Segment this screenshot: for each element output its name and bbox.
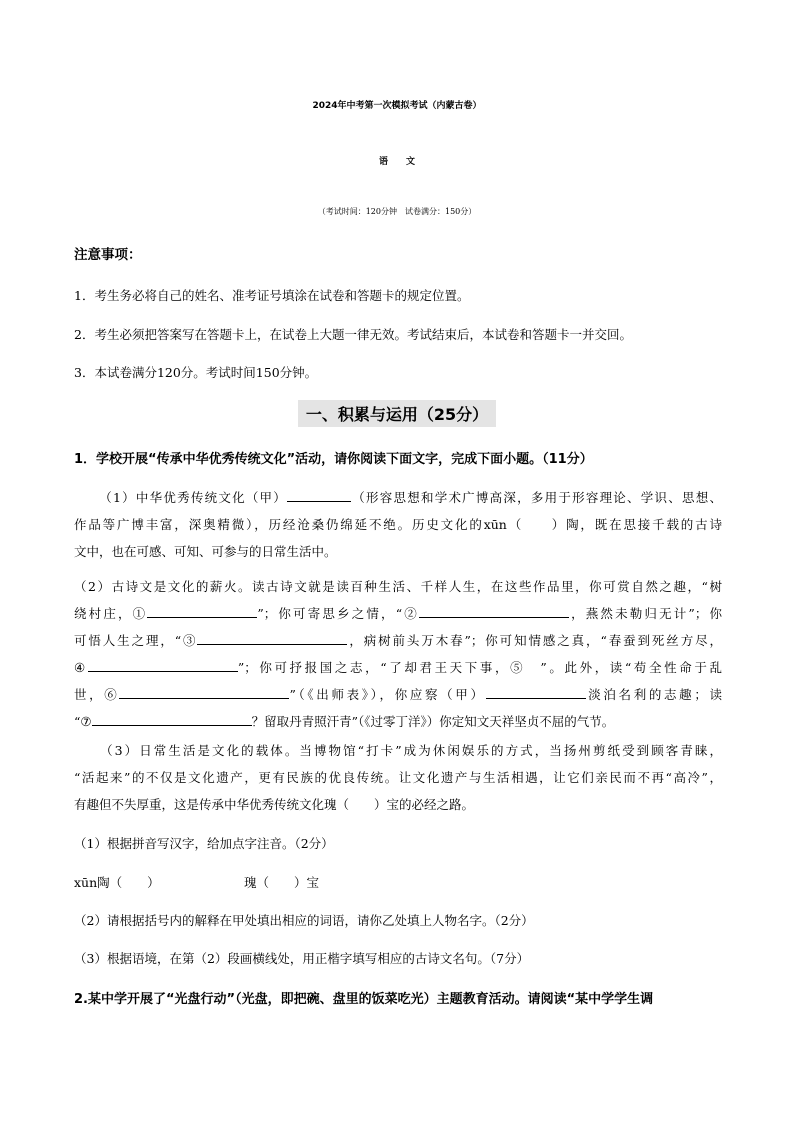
exam-time-info: （考试时间：120分钟 试卷满分：150分） <box>317 207 477 216</box>
notice-item-1: 1．考生务必将自己的姓名、准考证号填涂在试卷和答题卡的规定位置。 <box>74 288 470 303</box>
sub-question-2: （2）请根据括号内的解释在甲处填出相应的词语，请你乙处填上人物名字。（2分） <box>74 913 534 928</box>
fill-blank-7 <box>92 711 252 726</box>
question-1-paragraph-3 <box>74 737 722 818</box>
notice-item-3: 3．本试卷满分120分。考试时间150分钟。 <box>74 365 318 380</box>
sub-question-1-item-a: xūn陶（ ） <box>74 875 160 890</box>
paragraph-line: “活起来”的不仅是文化遗产，更有民族的优良传统。让文化遗产与生活相遇，让它们亲民而不再“高冷”， <box>74 770 722 785</box>
question-1-paragraph-1 <box>74 484 722 565</box>
paragraph-line: “⑦ ？留取丹青照汗青”（《过零丁洋》）你定知文天祥坚贞不屈的气节。 <box>74 708 722 735</box>
notice-heading: 注意事项： <box>74 247 142 263</box>
paragraph-line: 作品等广博丰富，深奥精微），历经沧桑仍绵延不绝。历史文化的xūn（ ）陶，既在思接千载的古诗 <box>74 517 722 532</box>
paragraph-line: ④ ”；你可抒报国之志，“了却君王天下事，⑤ ”。此外，读“苟全性命于乱 <box>74 654 722 681</box>
sub-question-1-item-b: 瑰（ ）宝 <box>244 875 320 890</box>
paragraph-line: （2）古诗文是文化的薪火。读古诗文就是读百种生活、千样人生，在这些作品里，你可赏自然之趣，“树 <box>74 579 722 594</box>
fill-blank-jia <box>287 487 351 502</box>
sub-question-3: （3）根据语境，在第（2）段画横线处，用正楷字填写相应的古诗文名句。（7分） <box>74 951 530 966</box>
exam-title: 2024年中考第一次模拟考试（内蒙古卷） <box>312 101 482 111</box>
section-heading-wrap <box>0 400 794 427</box>
question-1-heading: 1．学校开展“传承中华优秀传统文化”活动，请你阅读下面文字，完成下面小题。（11分） <box>74 452 593 467</box>
sub-question-1: （1）根据拼音写汉字，给加点字注音。（2分） <box>74 836 334 851</box>
fill-blank-1 <box>147 603 257 618</box>
paragraph-line: 可悟人生之理，“③ ，病树前头万木春”；你可知情感之真，“春蚕到死丝方尽， <box>74 627 722 654</box>
question-1-paragraph-2 <box>74 573 722 735</box>
section-heading: 一、积累与运用（25分） <box>298 400 496 427</box>
paragraph-line: （1）中华优秀传统文化（甲） （形容思想和学术广博高深，多用于形容理论、学识、思想、 <box>74 484 722 511</box>
fill-blank-4 <box>88 657 238 672</box>
fill-blank-2 <box>419 603 569 618</box>
paragraph-line: 世，⑥ ”（《出师表》），你应察（甲） 淡泊名利的志趣；读 <box>74 681 722 708</box>
fill-blank-3 <box>197 630 347 645</box>
notice-item-2: 2．考生必须把答案写在答题卡上，在试卷上大题一律无效。考试结束后，本试卷和答题卡一并交回。 <box>74 327 632 342</box>
paragraph-line: （3）日常生活是文化的载体。当博物馆“打卡”成为休闲娱乐的方式，当扬州剪纸受到顾客青睐， <box>98 743 722 758</box>
fill-blank-6 <box>119 684 289 699</box>
subject-title: 语文 <box>378 157 433 167</box>
paragraph-line: 有趣但不失厚重，这是传承中华优秀传统文化瑰（ ）宝的必经之路。 <box>74 797 475 812</box>
question-2-heading: 2.某中学开展了“光盘行动”（光盘，即把碗、盘里的饭菜吃光）主题教育活动。请阅读“某中学学生调 <box>74 992 654 1007</box>
paragraph-line: 文中，也在可感、可知、可参与的日常生活中。 <box>74 544 337 559</box>
paragraph-line: 绕村庄，① ”；你可寄思乡之情，“② ，燕然未勒归无计”；你 <box>74 600 722 627</box>
fill-blank-yi <box>486 684 586 699</box>
